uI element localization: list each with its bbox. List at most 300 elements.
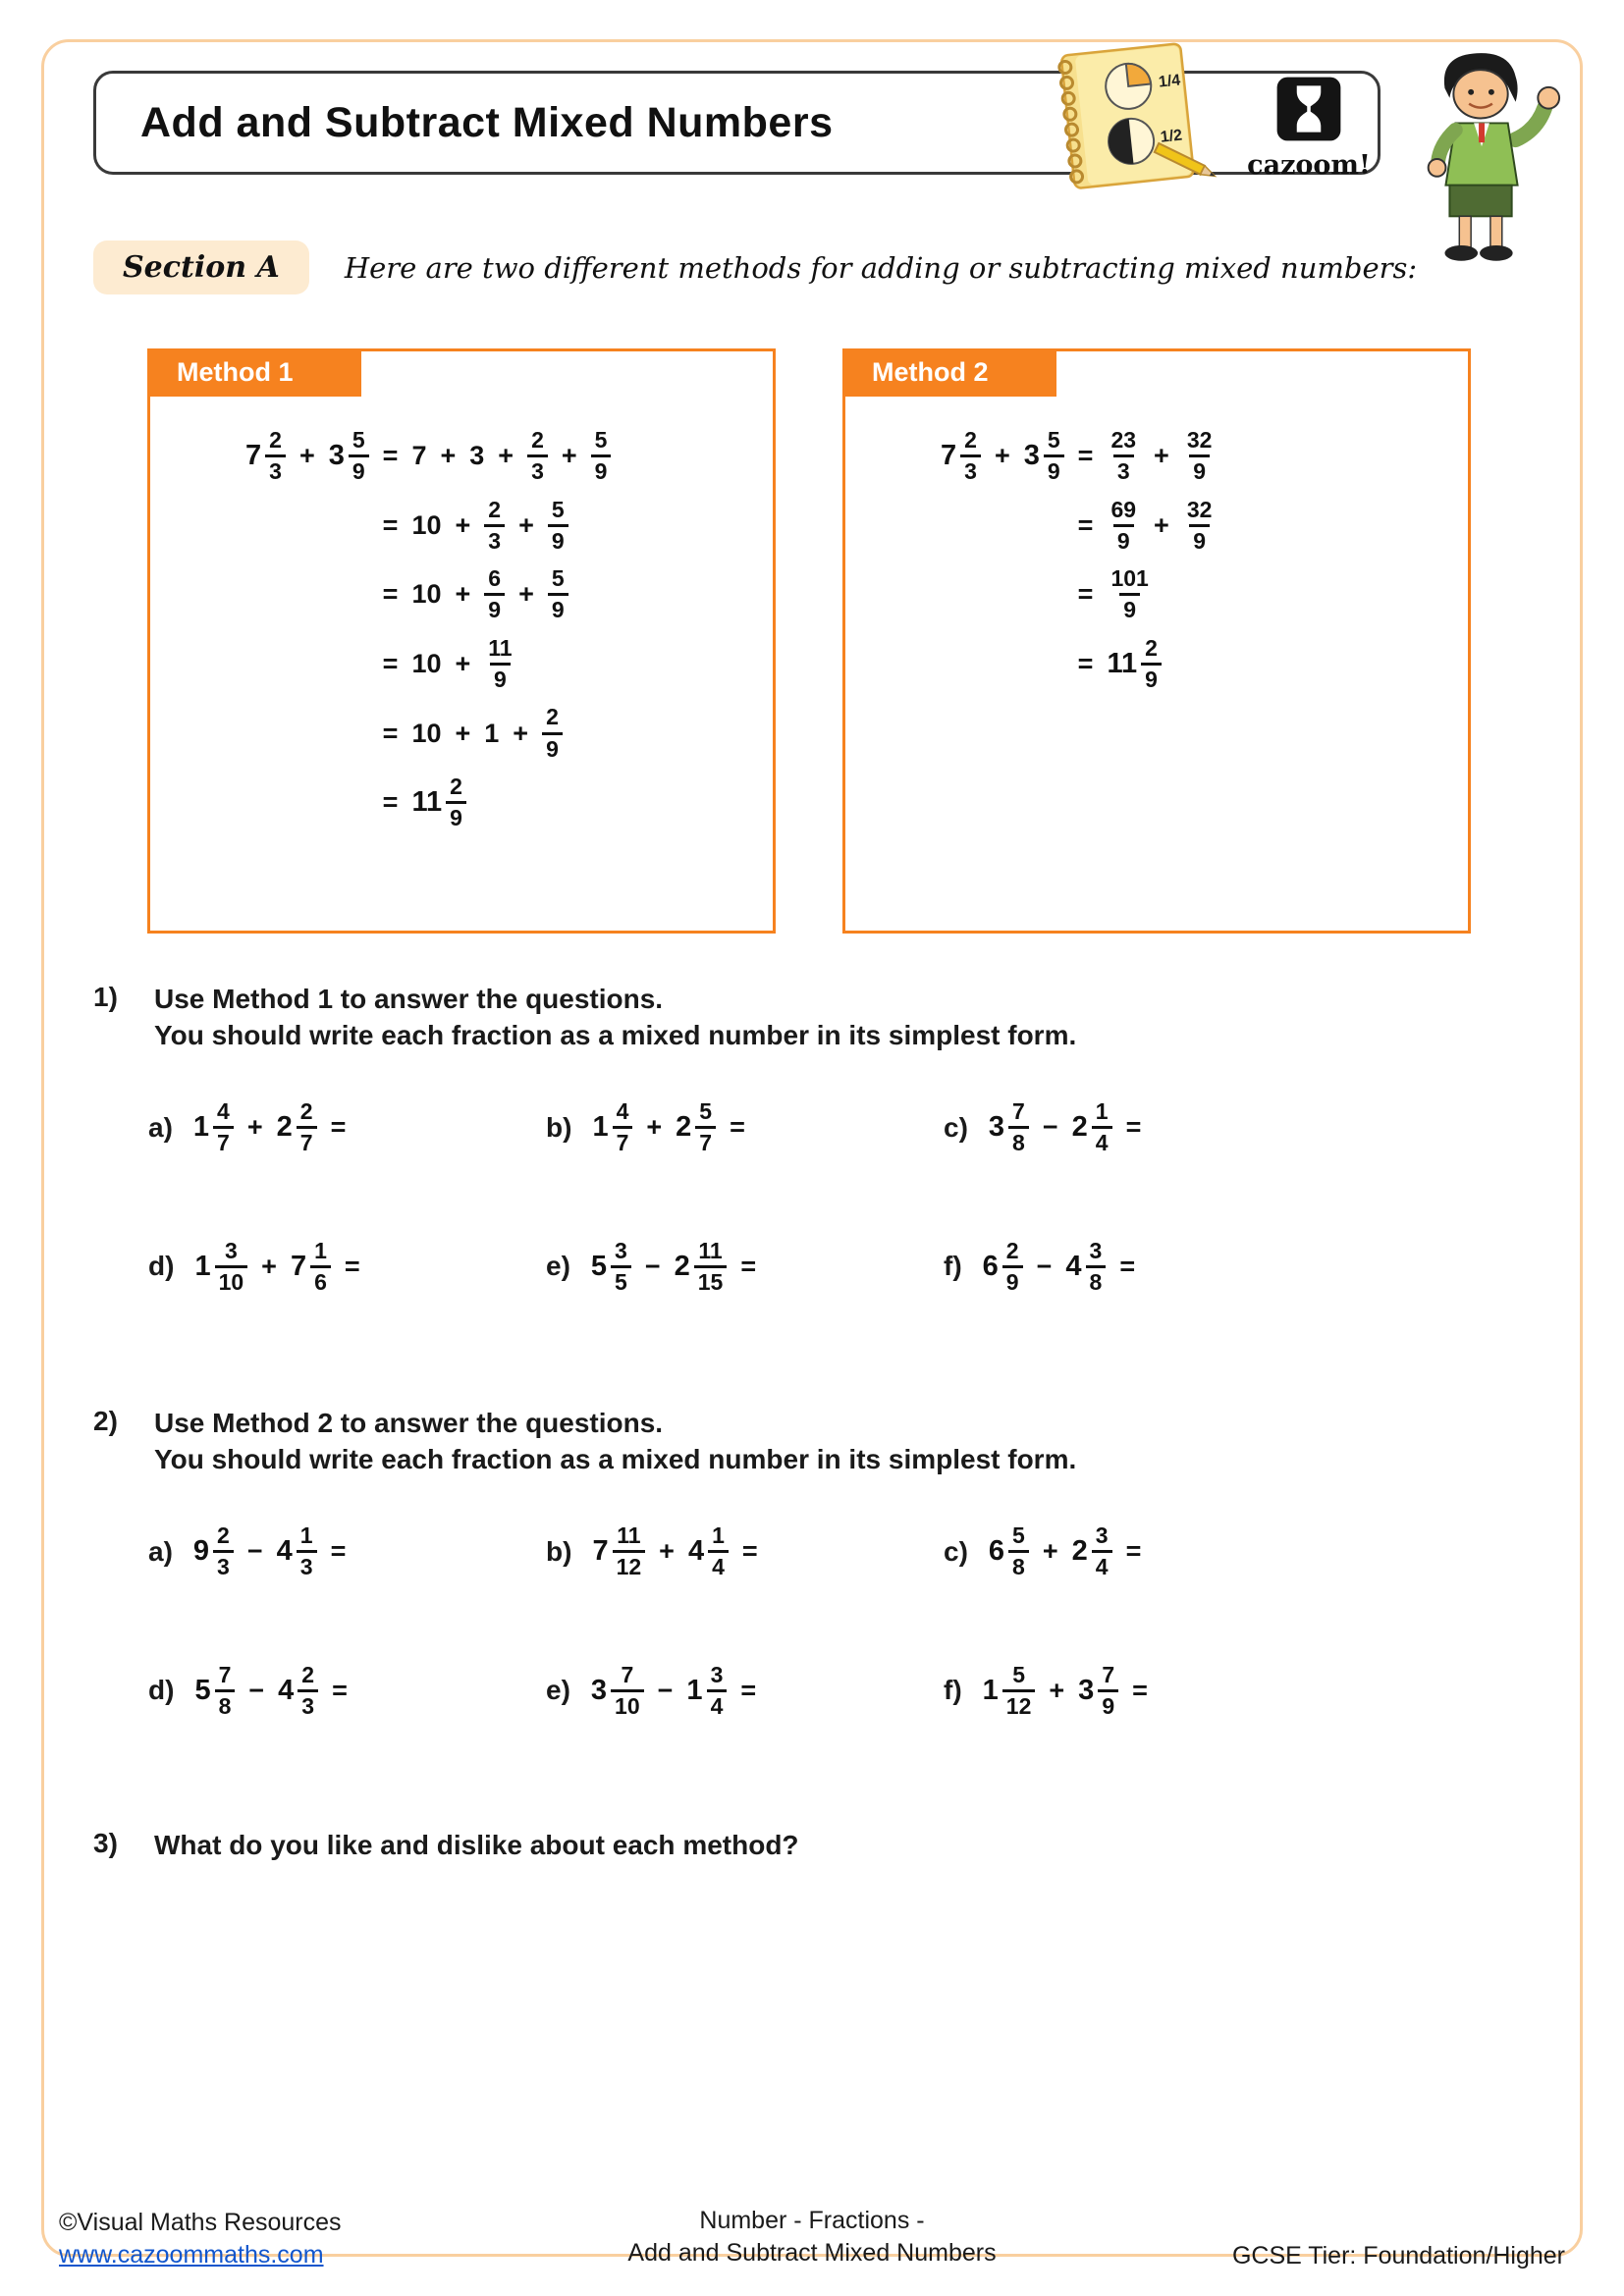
question-1-prompt-line-1: Use Method 1 to answer the questions. xyxy=(154,984,664,1014)
footer-topic-line-1: Number - Fractions - xyxy=(699,2206,925,2234)
question-3-prompt: What do you like and dislike about each method? xyxy=(154,1830,799,1860)
fraction xyxy=(548,566,568,623)
math-text: = xyxy=(330,1536,347,1567)
math-text: + xyxy=(455,718,471,748)
mixed-number xyxy=(592,1523,645,1580)
question-item-label: e) xyxy=(546,1675,570,1706)
boy-character-illustration xyxy=(1401,45,1566,273)
question-3 xyxy=(93,1828,1546,1864)
denominator: 5 xyxy=(611,1265,631,1295)
question-item-expression xyxy=(584,1239,763,1296)
notepad-fraction-top: 1/4 xyxy=(1158,72,1182,91)
numerator: 3 xyxy=(1095,1522,1109,1548)
question-item xyxy=(944,1239,1546,1296)
fraction-stack xyxy=(213,1523,234,1580)
question-item-expression xyxy=(187,1523,352,1580)
fraction-stack xyxy=(1141,636,1162,693)
question-item xyxy=(546,1239,944,1296)
mixed-number xyxy=(675,1239,728,1296)
denominator: 3 xyxy=(298,1689,318,1719)
math-text: + xyxy=(518,579,534,610)
question-item-label: c) xyxy=(944,1111,968,1143)
fraction-stack xyxy=(297,1099,317,1156)
math-text: 10 xyxy=(411,718,442,748)
fraction xyxy=(1107,566,1152,623)
footer xyxy=(0,2198,1624,2270)
math-text: = xyxy=(1132,1675,1148,1705)
mixed-number xyxy=(193,1523,234,1580)
mixed-number xyxy=(278,1663,318,1720)
mixed-number xyxy=(983,1239,1023,1296)
denominator: 3 xyxy=(527,454,548,484)
numerator: 7 xyxy=(1102,1661,1115,1687)
fraction-stack xyxy=(1008,1099,1029,1156)
question-item-expression xyxy=(585,1099,751,1156)
question-item-expression xyxy=(187,1099,352,1156)
math-text: + xyxy=(1049,1675,1065,1705)
denominator: 7 xyxy=(297,1126,317,1155)
question-2-prompt-line-2: You should write each fraction as a mixed number in its simplest form. xyxy=(154,1443,1077,1474)
cazoom-logo-text: cazoom! xyxy=(1247,150,1371,181)
mixed-number xyxy=(686,1663,727,1720)
whole-number: 7 xyxy=(290,1250,307,1282)
math-text: 7 xyxy=(411,441,427,471)
page-title: Add and Subtract Mixed Numbers xyxy=(140,98,834,146)
math-text: = xyxy=(1077,649,1094,679)
math-text: = xyxy=(730,1112,745,1143)
denominator: 10 xyxy=(611,1689,644,1719)
mixed-number xyxy=(1024,428,1064,485)
fraction xyxy=(484,498,505,555)
fraction-stack xyxy=(484,566,505,623)
question-item xyxy=(148,1663,546,1720)
mixed-number xyxy=(1072,1523,1112,1580)
numerator: 101 xyxy=(1110,565,1149,592)
math-text: = xyxy=(741,1536,758,1567)
question-item xyxy=(148,1523,546,1580)
numerator: 7 xyxy=(1012,1097,1025,1124)
question-item-expression xyxy=(585,1523,764,1580)
cazoom-logo xyxy=(1240,75,1378,181)
question-item-label: f) xyxy=(944,1675,962,1706)
numerator: 7 xyxy=(621,1661,634,1687)
equation-lhs xyxy=(934,428,1071,485)
denominator: 8 xyxy=(1008,1550,1029,1579)
fraction-stack xyxy=(1092,1099,1112,1156)
question-1-items xyxy=(93,1099,1546,1295)
whole-number: 1 xyxy=(982,1674,999,1706)
whole-number: 2 xyxy=(674,1250,690,1282)
denominator: 9 xyxy=(349,454,369,484)
fraction-stack xyxy=(542,705,563,762)
math-text: + xyxy=(659,1536,675,1567)
denominator: 9 xyxy=(1098,1689,1118,1719)
numerator: 4 xyxy=(616,1097,629,1124)
fraction xyxy=(484,636,515,693)
question-item xyxy=(546,1099,944,1156)
math-text: + xyxy=(498,441,514,471)
denominator: 4 xyxy=(1092,1126,1112,1155)
whole-number: 5 xyxy=(194,1674,211,1706)
denominator: 9 xyxy=(542,732,563,762)
section-intro: Here are two different methods for adding or subtracting mixed numbers: xyxy=(344,250,1418,285)
denominator: 9 xyxy=(1044,454,1064,484)
header xyxy=(93,61,1566,267)
numerator: 5 xyxy=(1047,427,1060,453)
denominator: 6 xyxy=(310,1265,331,1295)
fraction xyxy=(527,428,548,485)
math-text: + xyxy=(455,509,471,540)
denominator: 3 xyxy=(265,454,286,484)
fraction xyxy=(484,566,505,623)
mixed-number xyxy=(277,1523,317,1580)
numerator: 2 xyxy=(964,427,977,453)
fraction-stack xyxy=(1002,1239,1023,1296)
equation-rhs xyxy=(1071,498,1223,555)
fraction xyxy=(548,498,568,555)
math-text: + xyxy=(1154,441,1169,471)
fraction-stack xyxy=(1044,428,1064,485)
math-text: = xyxy=(382,787,399,818)
equation-lhs xyxy=(239,428,376,485)
denominator: 8 xyxy=(215,1689,236,1719)
numerator: 69 xyxy=(1110,496,1137,522)
math-text: 3 xyxy=(469,441,485,471)
denominator: 3 xyxy=(1113,454,1134,484)
whole-number: 1 xyxy=(592,1111,609,1144)
equation-rhs xyxy=(1071,566,1223,623)
math-text: = xyxy=(740,1251,757,1281)
question-item xyxy=(148,1239,546,1296)
whole-number: 5 xyxy=(590,1250,608,1282)
whole-number: 1 xyxy=(192,1111,210,1144)
denominator: 4 xyxy=(707,1689,728,1719)
question-3-head xyxy=(93,1828,1546,1864)
notepad-icon xyxy=(1031,41,1232,203)
question-2-prompt-line-1: Use Method 2 to answer the questions. xyxy=(154,1408,664,1438)
denominator: 4 xyxy=(708,1550,729,1579)
fraction-stack xyxy=(310,1239,331,1296)
question-1 xyxy=(93,982,1546,1295)
fraction-stack xyxy=(591,428,612,485)
whole-number: 11 xyxy=(411,786,443,819)
question-item xyxy=(944,1523,1546,1580)
equation-rhs xyxy=(376,498,619,555)
question-1-number: 1) xyxy=(93,982,118,1012)
denominator: 3 xyxy=(960,454,981,484)
question-item-expression xyxy=(982,1523,1148,1580)
fraction xyxy=(542,705,563,762)
numerator: 5 xyxy=(551,565,565,592)
denominator: 3 xyxy=(213,1550,234,1579)
numerator: 11 xyxy=(488,634,513,661)
fraction-stack xyxy=(695,1099,716,1156)
math-text: + xyxy=(646,1112,663,1143)
numerator: 32 xyxy=(1186,427,1213,453)
numerator: 6 xyxy=(488,565,502,592)
whole-number: 4 xyxy=(276,1535,293,1568)
denominator: 9 xyxy=(490,663,511,692)
method-2-working xyxy=(845,428,1468,692)
fraction-stack xyxy=(960,428,981,485)
denominator: 10 xyxy=(215,1265,248,1295)
equation-rhs xyxy=(376,566,619,623)
question-item-expression xyxy=(976,1239,1142,1296)
question-item-label: f) xyxy=(944,1251,962,1282)
question-1-head xyxy=(93,982,1546,1054)
footer-topic-line-2: Add and Subtract Mixed Numbers xyxy=(627,2239,997,2268)
whole-number: 3 xyxy=(988,1111,1005,1144)
numerator: 1 xyxy=(1095,1097,1109,1124)
mixed-number xyxy=(989,1099,1029,1156)
equation-rhs xyxy=(1071,636,1223,693)
mixed-number xyxy=(591,1663,644,1720)
math-text: = xyxy=(1119,1251,1136,1281)
denominator: 9 xyxy=(484,593,505,622)
method-2-box xyxy=(842,348,1471,934)
denominator: 3 xyxy=(484,524,505,554)
math-text: 1 xyxy=(484,718,500,748)
math-text: = xyxy=(344,1251,360,1281)
math-text: = xyxy=(382,649,399,679)
numerator: 3 xyxy=(615,1237,627,1263)
math-text: + xyxy=(561,441,577,471)
denominator: 15 xyxy=(694,1265,728,1295)
question-item-label: a) xyxy=(148,1535,173,1567)
math-text: − xyxy=(657,1675,674,1705)
math-text: = xyxy=(1077,579,1094,610)
math-text: − xyxy=(644,1251,661,1281)
fraction-stack xyxy=(611,1663,644,1720)
denominator: 7 xyxy=(613,1126,633,1155)
math-text: = xyxy=(1077,441,1094,471)
fraction-stack xyxy=(1092,1523,1112,1580)
denominator: 12 xyxy=(1002,1689,1036,1719)
whole-number: 3 xyxy=(590,1674,608,1706)
question-2-prompt xyxy=(154,1406,1076,1478)
whole-number: 7 xyxy=(245,440,262,472)
equation-rhs xyxy=(1071,428,1223,485)
numerator: 7 xyxy=(218,1661,232,1687)
whole-number: 4 xyxy=(687,1535,705,1568)
mixed-number xyxy=(245,428,286,485)
math-text: + xyxy=(994,441,1010,471)
mixed-number xyxy=(592,1099,632,1156)
math-text: − xyxy=(246,1536,263,1567)
math-text: − xyxy=(248,1675,265,1705)
question-item xyxy=(148,1099,546,1156)
numerator: 1 xyxy=(712,1522,725,1548)
fraction-stack xyxy=(446,774,466,831)
numerator: 1 xyxy=(314,1237,327,1263)
fraction xyxy=(1183,428,1217,485)
mixed-number xyxy=(291,1239,331,1296)
numerator: 2 xyxy=(269,427,282,453)
question-item-label: a) xyxy=(148,1111,173,1143)
denominator: 9 xyxy=(1119,593,1140,622)
fraction-stack xyxy=(707,1663,728,1720)
math-text: = xyxy=(382,579,399,610)
whole-number: 7 xyxy=(941,440,957,472)
fraction-stack xyxy=(527,428,548,485)
denominator: 9 xyxy=(1189,454,1210,484)
math-text: 10 xyxy=(411,649,442,679)
mixed-number xyxy=(194,1239,247,1296)
equation-rhs xyxy=(376,774,619,831)
question-item-label: c) xyxy=(944,1535,968,1567)
question-item-expression xyxy=(188,1663,353,1720)
mixed-number xyxy=(277,1099,317,1156)
numerator: 5 xyxy=(1012,1661,1025,1687)
math-text: + xyxy=(518,509,534,540)
numerator: 5 xyxy=(352,427,365,453)
mixed-number xyxy=(941,428,981,485)
fraction xyxy=(591,428,612,485)
math-text: = xyxy=(740,1675,757,1705)
numerator: 3 xyxy=(710,1661,724,1687)
whole-number: 2 xyxy=(276,1111,293,1144)
fraction-stack xyxy=(298,1663,318,1720)
section-label: Section A xyxy=(93,240,309,294)
denominator: 9 xyxy=(446,801,466,830)
cazoom-logo-icon xyxy=(1274,75,1343,143)
question-1-prompt-line-2: You should write each fraction as a mixed number in its simplest form. xyxy=(154,1019,1077,1050)
denominator: 12 xyxy=(613,1550,646,1579)
fraction-stack xyxy=(613,1523,646,1580)
equation-rhs xyxy=(376,636,619,693)
whole-number: 2 xyxy=(1071,1111,1088,1144)
fraction-stack xyxy=(548,566,568,623)
numerator: 2 xyxy=(301,1661,315,1687)
denominator: 9 xyxy=(1141,663,1162,692)
fraction xyxy=(1107,498,1140,555)
mixed-number xyxy=(193,1099,234,1156)
methods-row xyxy=(147,348,1471,934)
fraction-stack xyxy=(484,636,515,693)
question-item xyxy=(546,1523,944,1580)
question-item-label: d) xyxy=(148,1251,175,1282)
fraction-stack xyxy=(349,428,369,485)
question-item xyxy=(944,1099,1546,1156)
mixed-number xyxy=(688,1523,729,1580)
fraction-stack xyxy=(1183,428,1217,485)
math-text: + xyxy=(455,649,471,679)
fraction-stack xyxy=(611,1239,631,1296)
math-text: + xyxy=(440,441,457,471)
numerator: 5 xyxy=(594,427,608,453)
numerator: 32 xyxy=(1186,496,1213,522)
numerator: 2 xyxy=(217,1522,230,1548)
fraction-stack xyxy=(213,1099,234,1156)
question-item-expression xyxy=(976,1663,1155,1720)
fraction-stack xyxy=(1086,1239,1107,1296)
whole-number: 7 xyxy=(592,1535,609,1568)
numerator: 23 xyxy=(1110,427,1137,453)
whole-number: 1 xyxy=(686,1674,703,1706)
numerator: 2 xyxy=(546,704,559,730)
numerator: 1 xyxy=(299,1522,313,1548)
method-2-tab: Method 2 xyxy=(842,348,1056,397)
math-text: = xyxy=(382,441,399,471)
math-text: − xyxy=(1036,1251,1053,1281)
fraction-stack xyxy=(1107,566,1152,623)
numerator: 2 xyxy=(1145,634,1158,661)
mixed-number xyxy=(983,1663,1036,1720)
question-item xyxy=(546,1663,944,1720)
fraction-stack xyxy=(1098,1663,1118,1720)
denominator: 9 xyxy=(1002,1265,1023,1295)
fraction-stack xyxy=(613,1099,633,1156)
question-2 xyxy=(93,1406,1546,1719)
numerator: 2 xyxy=(531,427,544,453)
math-text: + xyxy=(298,441,315,471)
denominator: 8 xyxy=(1086,1265,1107,1295)
fraction-stack xyxy=(1107,498,1140,555)
math-text: = xyxy=(330,1112,347,1143)
denominator: 9 xyxy=(591,454,612,484)
fraction-stack xyxy=(215,1663,236,1720)
denominator: 9 xyxy=(1189,524,1210,554)
footer-website-link[interactable]: www.cazoommaths.com xyxy=(59,2240,324,2269)
numerator: 11 xyxy=(698,1237,723,1263)
question-item-expression xyxy=(982,1099,1148,1156)
math-text: + xyxy=(1042,1536,1058,1567)
notepad-fraction-bottom: 1/2 xyxy=(1159,127,1183,146)
equation-rhs xyxy=(376,705,619,762)
fraction-stack xyxy=(708,1523,729,1580)
numerator: 5 xyxy=(699,1097,713,1124)
math-text: + xyxy=(455,579,471,610)
math-text: = xyxy=(332,1675,348,1705)
fraction-stack xyxy=(1107,428,1140,485)
question-2-items xyxy=(93,1523,1546,1719)
math-text: 10 xyxy=(411,579,442,610)
whole-number: 4 xyxy=(1065,1250,1082,1282)
method-1-tab: Method 1 xyxy=(147,348,361,397)
math-text: + xyxy=(513,718,529,748)
mixed-number xyxy=(1078,1663,1118,1720)
question-2-head xyxy=(93,1406,1546,1478)
equation-rhs xyxy=(376,428,619,485)
math-text: = xyxy=(382,718,399,748)
method-1-working xyxy=(150,428,773,831)
whole-number: 3 xyxy=(328,440,345,472)
numerator: 2 xyxy=(1005,1237,1019,1263)
footer-copyright: ©Visual Maths Resources xyxy=(59,2209,342,2236)
mixed-number xyxy=(411,774,465,831)
math-text: = xyxy=(1125,1112,1142,1143)
question-item-label: e) xyxy=(546,1251,570,1282)
denominator: 4 xyxy=(1092,1550,1112,1579)
footer-tier: GCSE Tier: Foundation/Higher xyxy=(1231,2242,1565,2269)
footer-center xyxy=(627,2205,996,2271)
whole-number: 3 xyxy=(1078,1674,1095,1706)
math-text: 10 xyxy=(411,509,442,540)
method-1-box xyxy=(147,348,776,934)
fraction xyxy=(1107,428,1140,485)
math-text: + xyxy=(1154,509,1169,540)
mixed-number xyxy=(194,1663,235,1720)
numerator: 5 xyxy=(1012,1522,1025,1548)
whole-number: 11 xyxy=(1107,648,1138,680)
denominator: 9 xyxy=(1113,524,1134,554)
fraction-stack xyxy=(1008,1523,1029,1580)
question-item-expression xyxy=(188,1239,366,1296)
denominator: 3 xyxy=(297,1550,317,1579)
mixed-number xyxy=(329,428,369,485)
numerator: 5 xyxy=(551,496,565,522)
whole-number: 6 xyxy=(982,1250,999,1282)
